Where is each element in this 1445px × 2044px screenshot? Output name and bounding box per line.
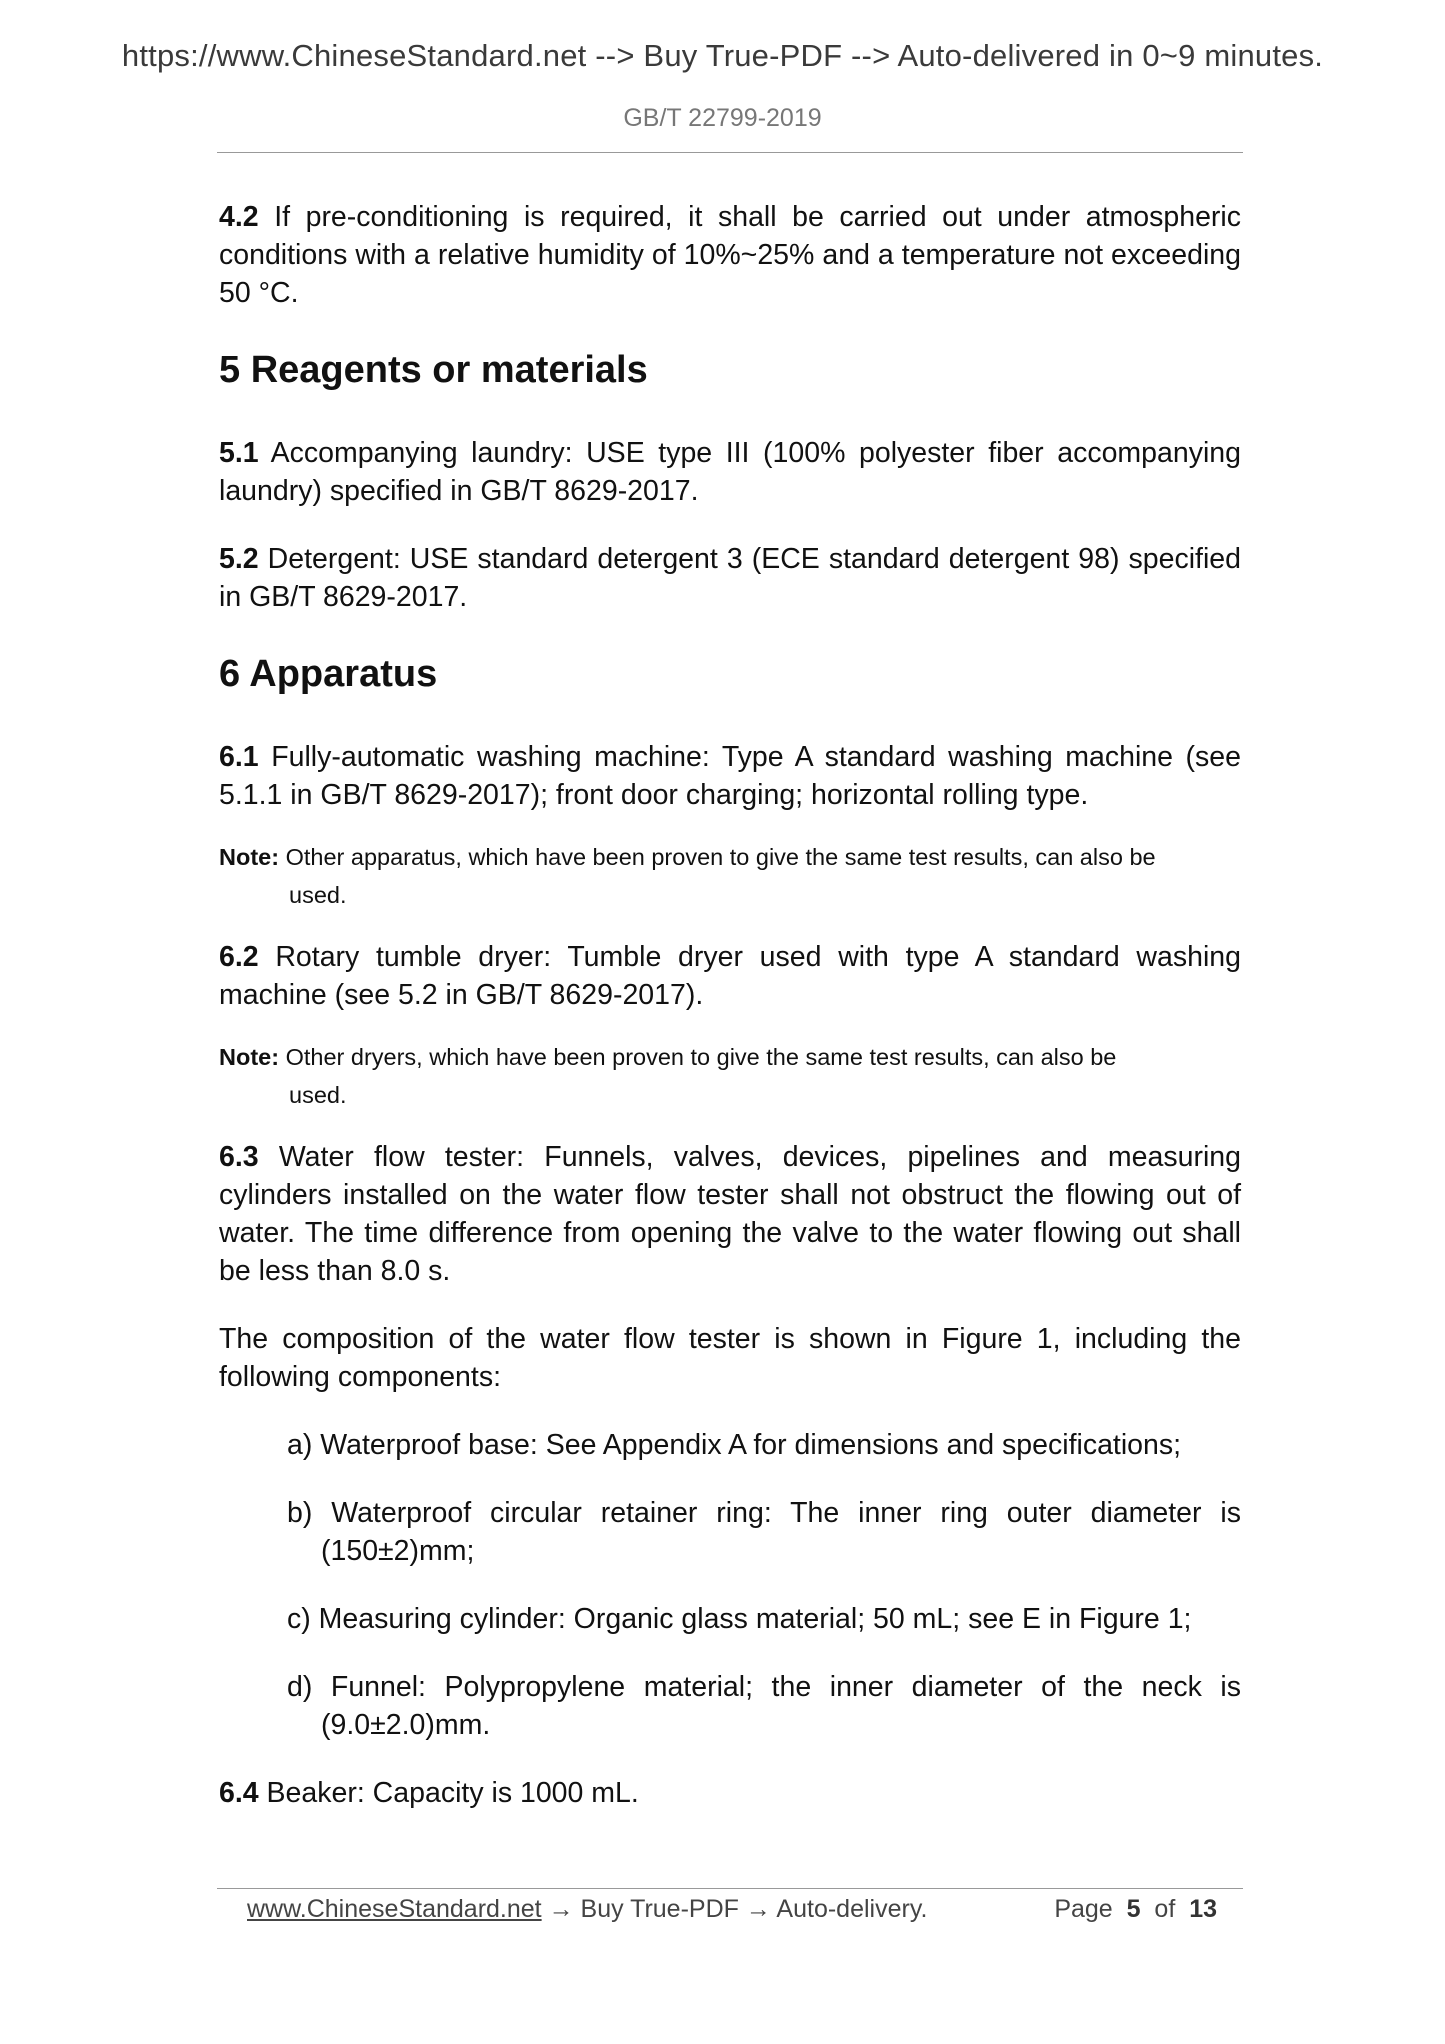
standard-code: GB/T 22799-2019 xyxy=(623,104,822,132)
header-divider xyxy=(217,152,1243,153)
composition-paragraph: The composition of the water flow tester is shown in Figure 1, including the following components: xyxy=(219,1323,1241,1393)
note-label: Note: xyxy=(219,1044,280,1070)
clause-number: 4.2 xyxy=(219,201,259,233)
clause-4-2 xyxy=(219,198,1241,312)
site-link[interactable]: www.ChineseStandard.net xyxy=(247,1895,542,1923)
page-content xyxy=(219,198,1241,1812)
page-number: 5 xyxy=(1126,1895,1141,1923)
footer-divider xyxy=(217,1888,1243,1889)
footer-links xyxy=(247,1895,927,1924)
page-footer xyxy=(247,1895,1217,1935)
note-dryers xyxy=(219,1038,1241,1114)
clause-number: 5.2 xyxy=(219,543,259,575)
clause-text: Rotary tumble dryer: Tumble dryer used with type A standard washing machine (see 5.2 in GB/T 8629-2017). xyxy=(219,941,1241,1011)
clause-6-1 xyxy=(219,738,1241,814)
arrow-icon: → xyxy=(541,1895,581,1923)
list-item: a) Waterproof base: See Appendix A for dimensions and specifications; xyxy=(287,1429,1182,1461)
heading-reagents: 5 Reagents or materials xyxy=(219,349,648,391)
top-banner: https://www.ChineseStandard.net --> Buy True-PDF --> Auto-delivered in 0~9 minutes. xyxy=(121,38,1324,73)
arrow-icon: → xyxy=(738,1895,777,1923)
note-text-cont: used. xyxy=(289,882,347,908)
clause-5-2 xyxy=(219,540,1241,616)
clause-number: 6.4 xyxy=(219,1777,259,1809)
clause-number: 6.3 xyxy=(219,1141,259,1173)
list-item: b) Waterproof circular retainer ring: The inner ring outer diameter is (150±2)mm; xyxy=(287,1497,1241,1567)
clause-text: Water flow tester: Funnels, valves, devices, pipelines and measuring cylinders installed on the water flow tester shall not obstruct the flowing out of water. The time difference from opening the valve to the water flowing out shall be less than 8.0 s. xyxy=(219,1141,1241,1287)
of-word: of xyxy=(1154,1895,1176,1923)
clause-text: Beaker: Capacity is 1000 mL. xyxy=(258,1777,639,1809)
clause-text: Accompanying laundry: USE type III (100% polyester fiber accompanying laundry) specified in GB/T 8629-2017. xyxy=(219,437,1241,507)
component-list xyxy=(253,1426,1241,1744)
page-total: 13 xyxy=(1189,1895,1217,1923)
clause-6-2 xyxy=(219,938,1241,1014)
list-item: c) Measuring cylinder: Organic glass material; 50 mL; see E in Figure 1; xyxy=(287,1603,1192,1635)
note-text: Other apparatus, which have been proven to give the same test results, can also be xyxy=(279,844,1156,870)
clause-text: Fully-automatic washing machine: Type A standard washing machine (see 5.1.1 in GB/T 8629-2017); front door charging; horizontal rolling type. xyxy=(219,741,1241,811)
clause-number: 6.2 xyxy=(219,941,259,973)
note-apparatus xyxy=(219,838,1241,914)
note-text: Other dryers, which have been proven to give the same test results, can also be xyxy=(279,1044,1117,1070)
clause-6-4 xyxy=(219,1774,1241,1812)
buy-link: Buy True-PDF xyxy=(580,1895,739,1923)
page-indicator xyxy=(1054,1895,1217,1924)
note-text-cont: used. xyxy=(289,1082,347,1108)
auto-delivery-text: Auto-delivery. xyxy=(776,1895,928,1923)
page-word: Page xyxy=(1054,1895,1113,1923)
list-item: d) Funnel: Polypropylene material; the inner diameter of the neck is (9.0±2.0)mm. xyxy=(287,1671,1241,1741)
clause-number: 5.1 xyxy=(219,437,259,469)
clause-6-3 xyxy=(219,1138,1241,1290)
clause-text: Detergent: USE standard detergent 3 (ECE standard detergent 98) specified in GB/T 8629-2017. xyxy=(219,543,1241,613)
heading-apparatus: 6 Apparatus xyxy=(219,653,438,695)
clause-text: If pre-conditioning is required, it shall be carried out under atmospheric conditions with a relative humidity of 10%~25% and a temperature not exceeding 50 °C. xyxy=(219,201,1241,309)
clause-number: 6.1 xyxy=(219,741,259,773)
note-label: Note: xyxy=(219,844,280,870)
clause-5-1 xyxy=(219,434,1241,510)
